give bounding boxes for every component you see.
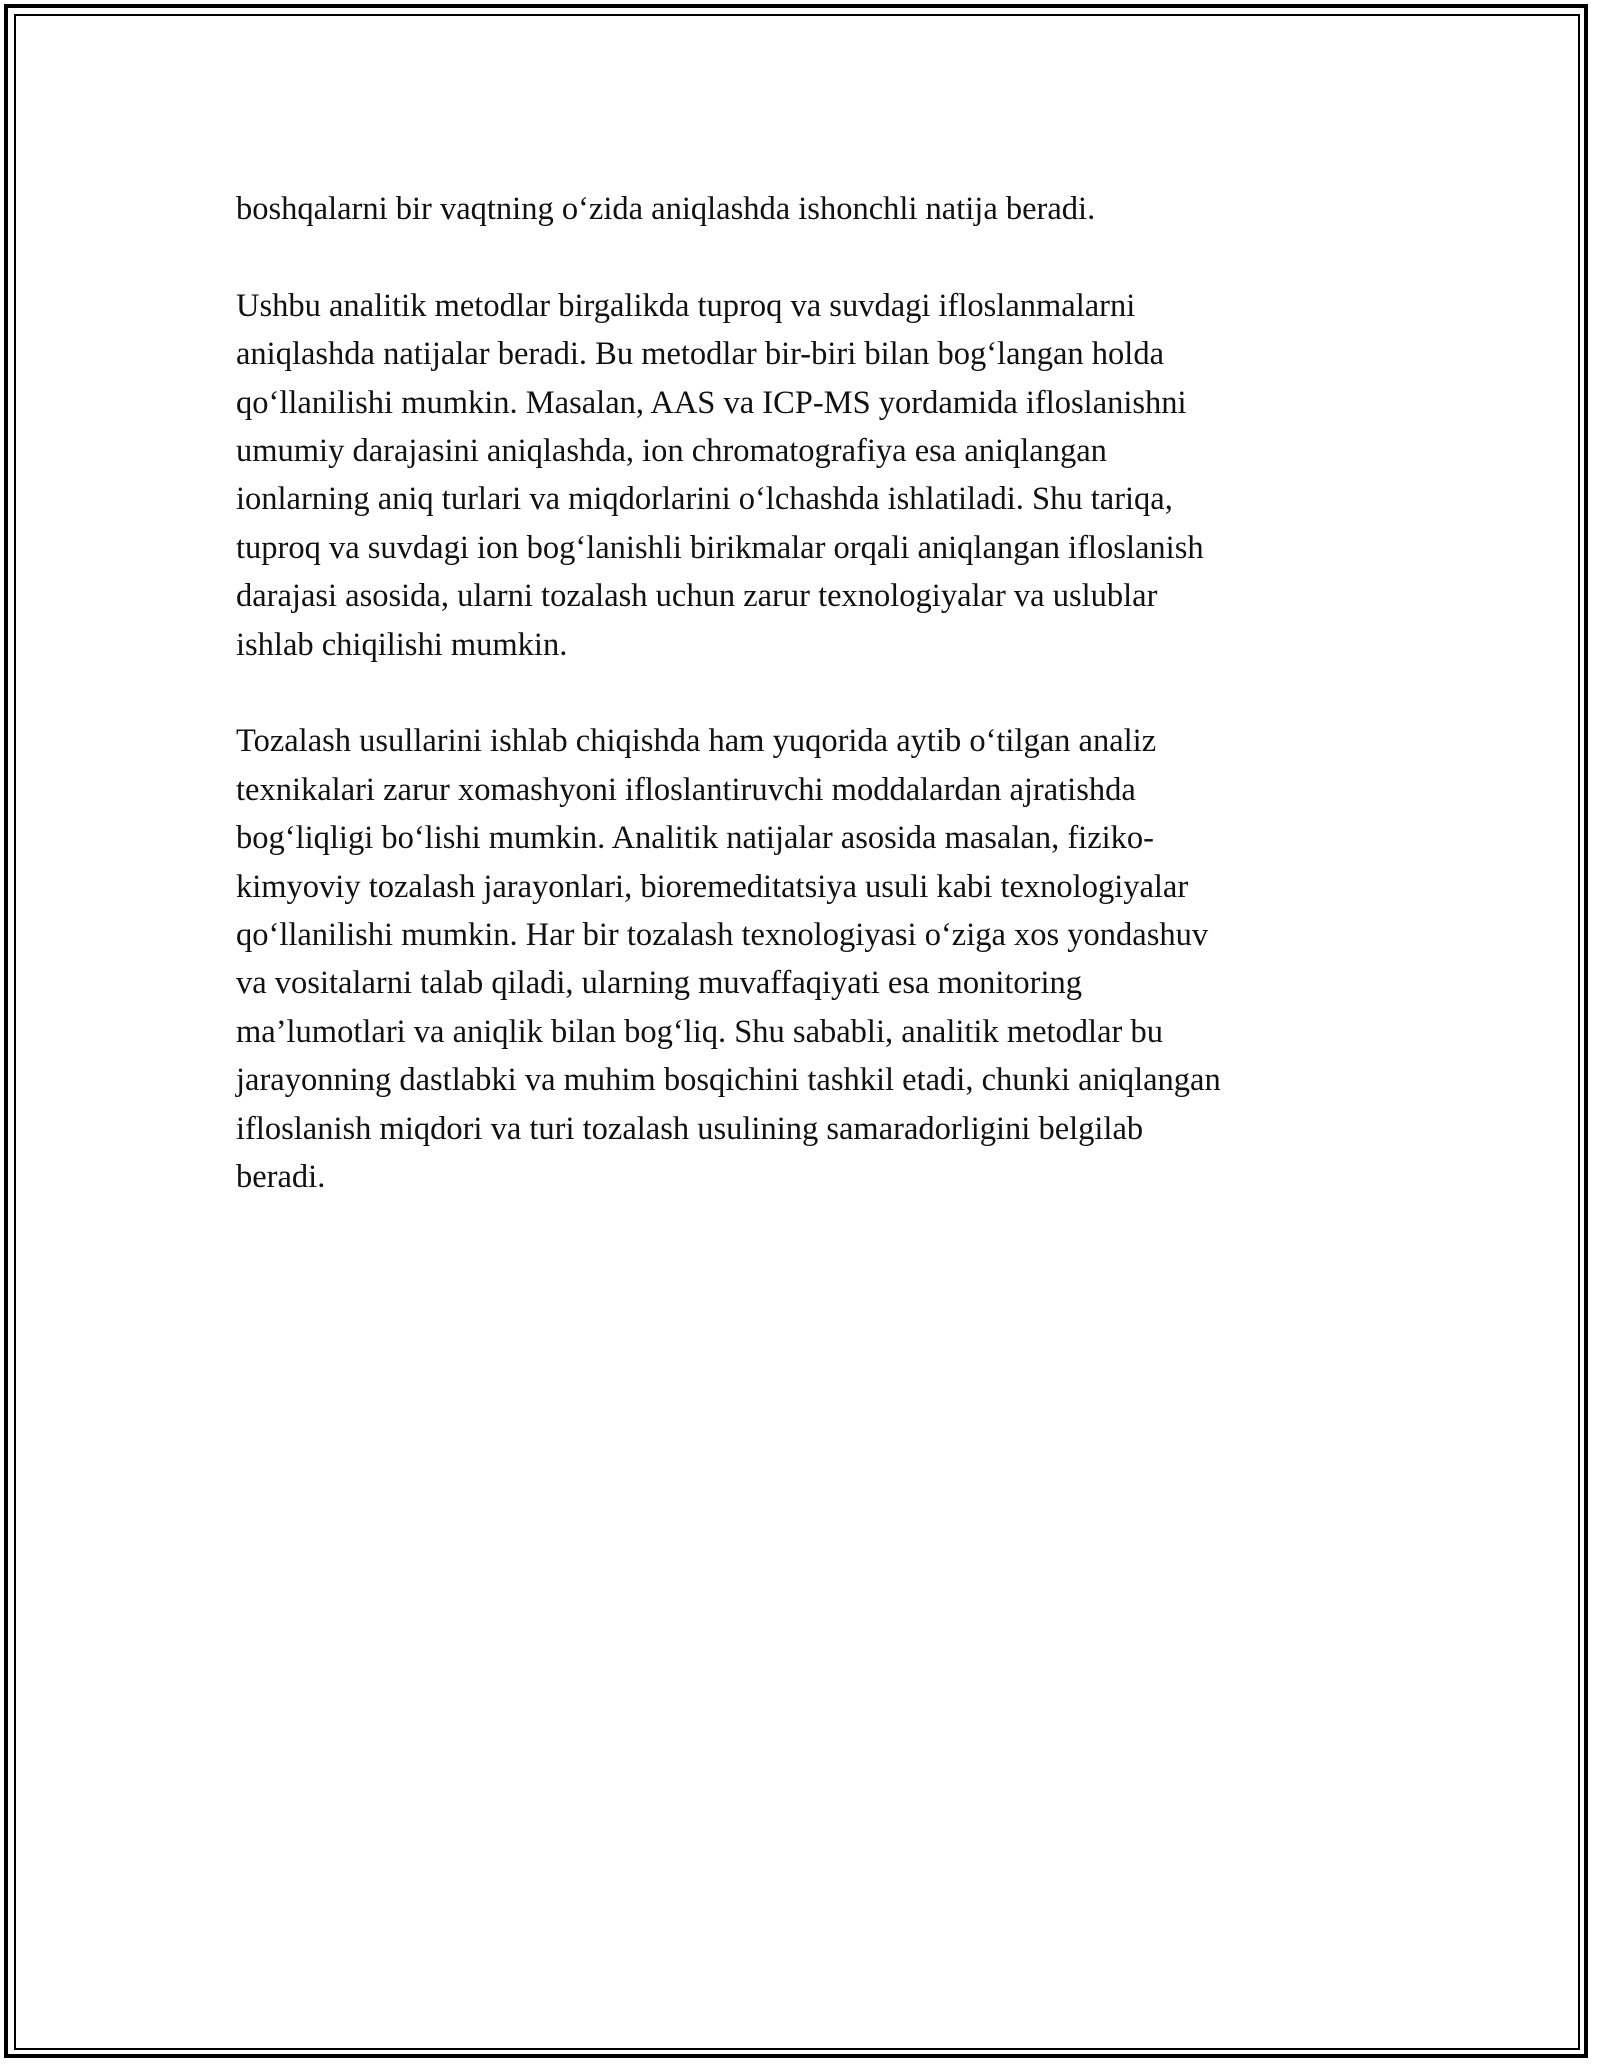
text-line: qo‘llanilishi mumkin. Masalan, AAS va ICP-MS yordamida ifloslanishni [236, 384, 1187, 421]
text-line: kimyoviy tozalash jarayonlari, bioremeditatsiya usuli kabi texnologiyalar [236, 868, 1189, 905]
paragraph-2 [236, 282, 1364, 669]
text-line: boshqalarni bir vaqtning o‘zida aniqlashda ishonchli natija beradi. [236, 191, 1096, 227]
text-line: ionlarning aniq turlari va miqdorlarini o‘lchashda ishlatiladi. Shu tariqa, [236, 481, 1173, 518]
text-line: beradi. [236, 1159, 326, 1196]
paragraph-3 [236, 717, 1364, 1201]
text-line: qo‘llanilishi mumkin. Har bir tozalash texnologiyasi o‘ziga xos yondashuv [236, 917, 1209, 954]
text-line: tuproq va suvdagi ion bog‘lanishli birikmalar orqali aniqlangan ifloslanish [236, 529, 1204, 566]
text-line: ifloslanish miqdori va turi tozalash usulining samaradorligini belgilab [236, 1110, 1144, 1147]
text-line: va vositalarni talab qiladi, ularning muvaffaqiyati esa monitoring [236, 965, 1082, 1002]
text-line: umumiy darajasini aniqlashda, ion chromatografiya esa aniqlangan [236, 433, 1107, 470]
text-line: ma’lumotlari va aniqlik bilan bog‘liq. Shu sababli, analitik metodlar bu [236, 1013, 1163, 1050]
document-body [236, 185, 1364, 1202]
text-line: bog‘liqligi bo‘lishi mumkin. Analitik natijalar asosida masalan, fiziko- [236, 820, 1154, 857]
text-line: aniqlashda natijalar beradi. Bu metodlar bir-biri bilan bog‘langan holda [236, 336, 1165, 373]
text-line: Tozalash usullarini ishlab chiqishda ham yuqorida aytib o‘tilgan analiz [236, 723, 1157, 760]
text-line: darajasi asosida, ularni tozalash uchun zarur texnologiyalar va uslublar [236, 578, 1158, 615]
text-line: ishlab chiqilishi mumkin. [236, 626, 568, 663]
text-line: Ushbu analitik metodlar birgalikda tuproq va suvdagi ifloslanmalarni [236, 287, 1136, 324]
text-line: jarayonning dastlabki va muhim bosqichini tashkil etadi, chunki aniqlangan [236, 1062, 1221, 1099]
paragraph-gap [236, 233, 1364, 281]
text-line: texnikalari zarur xomashyoni ifloslantiruvchi moddalardan ajratishda [236, 771, 1136, 808]
paragraph-1 [236, 185, 1364, 233]
paragraph-gap [236, 669, 1364, 717]
